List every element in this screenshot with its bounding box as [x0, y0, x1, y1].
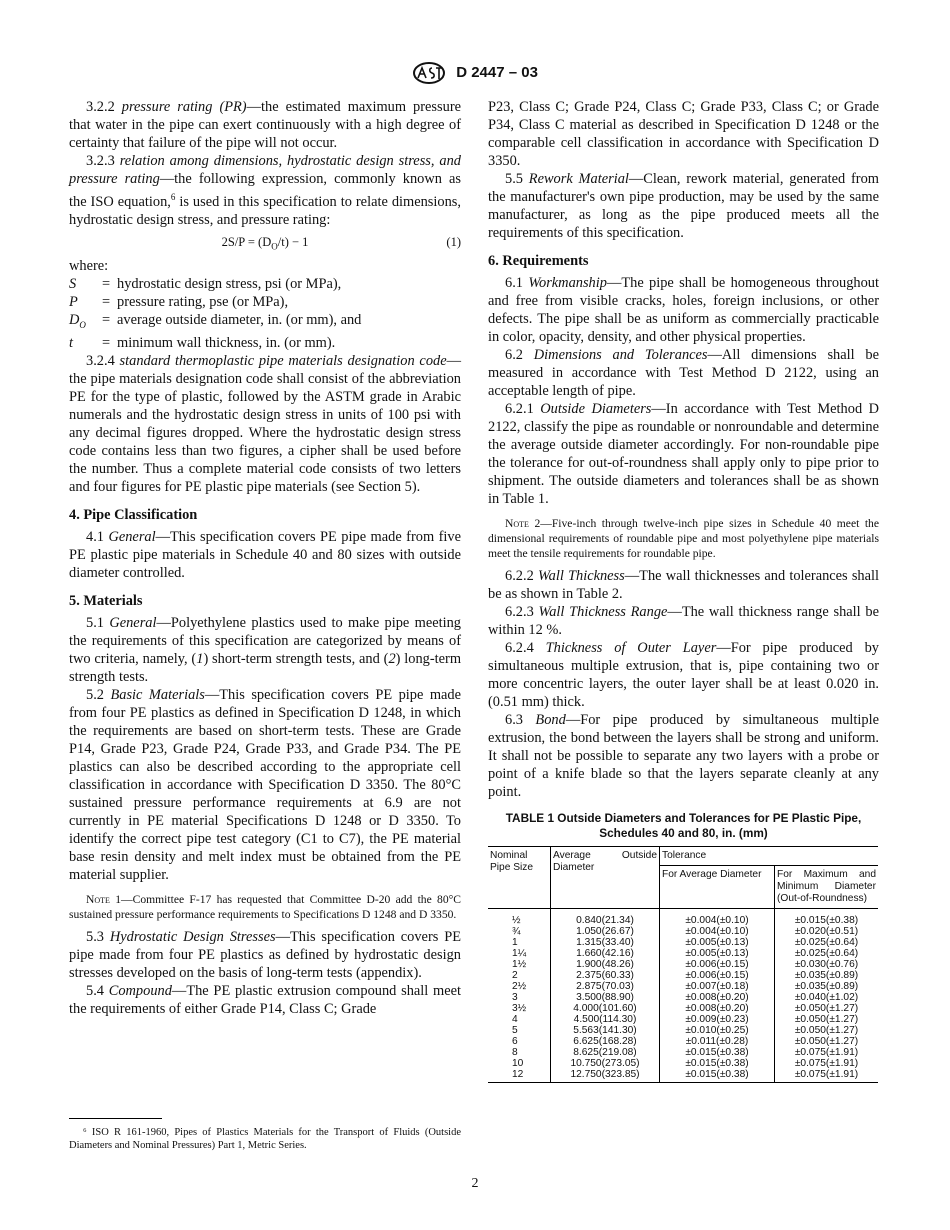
cell-average-od: 5.563(141.30) — [551, 1025, 660, 1036]
header-for-average-diameter: For Average Diameter — [660, 866, 775, 909]
table-row — [488, 1014, 878, 1025]
iso-equation: $2S/P = (D_O/t) - 1$ (1) — [221, 234, 461, 252]
cell-tol-out-of-roundness: ±0.035(±0.89) — [775, 970, 879, 981]
cell-nominal-size: 1½ — [512, 959, 527, 970]
paragraph-5-5: 5.5 Rework Material—Clean, rework material, generated from the manufacturer's own pipe production, may be used by the same manufacturer, as long as the pipe produced meets all the requirements of this specification. — [488, 171, 879, 241]
cell-tol-average: ±0.004(±0.10) — [660, 915, 775, 926]
cell-nominal-size: 3½ — [512, 1003, 527, 1014]
cell-tol-out-of-roundness: ±0.050(±1.27) — [775, 1036, 879, 1047]
cell-average-od: 3.500(88.90) — [551, 992, 660, 1003]
table-row — [488, 970, 878, 981]
paragraph-3-2-3: 3.2.3 relation among dimensions, hydrostatic design stress, and pressure rating—the following expression, commonly known as the ISO equation,$^6$ is used in this specification to relate dimensions, hydrostatic design stress, and pressure rating: — [69, 153, 462, 228]
cell-tol-out-of-roundness: ±0.035(±0.89) — [775, 981, 879, 992]
footnote-rule — [69, 1118, 162, 1119]
symbol-definitions — [69, 275, 461, 352]
cell-average-od: 1.315(33.40) — [551, 937, 660, 948]
table-row — [488, 1058, 878, 1069]
note-2: Note 2—Five-inch through twelve-inch pipe sizes in Schedule 40 meet the dimensional requirements of roundable pipe and most polyethylene pipe materials meet the tensile requirements for roundable pipe. — [488, 517, 879, 560]
cell-average-od: 6.625(168.28) — [551, 1036, 660, 1047]
cell-average-od: 0.840(21.34) — [551, 915, 660, 926]
header-for-max-min-diameter: For Maximum and Minimum Diameter (Out-of-Roundness) — [775, 866, 879, 909]
cell-tol-out-of-roundness: ±0.015(±0.38) — [775, 915, 879, 926]
paragraph-6-3: 6.3 Bond—For pipe produced by simultaneous multiple extrusion, the bond between the layers shall be strong and uniform. It shall not be possible to separate any two layers with a probe or point of a knife blade so that the layers separate cleanly at any point. — [488, 712, 879, 800]
cell-tol-average: ±0.011(±0.28) — [660, 1036, 775, 1047]
table-row — [488, 1025, 878, 1036]
table-row — [488, 926, 878, 937]
cell-tol-average: ±0.006(±0.15) — [660, 959, 775, 970]
header-nominal-size: Nominal Pipe Size — [488, 847, 551, 909]
cell-tol-out-of-roundness: ±0.075(±1.91) — [775, 1069, 879, 1083]
cell-tol-out-of-roundness: ±0.050(±1.27) — [775, 1025, 879, 1036]
cell-tol-average: ±0.004(±0.10) — [660, 926, 775, 937]
cell-average-od: 2.375(60.33) — [551, 970, 660, 981]
table-row — [488, 937, 878, 948]
cell-nominal-size: 1 — [512, 937, 518, 948]
table-row — [488, 1003, 878, 1014]
cell-tol-out-of-roundness: ±0.030(±0.76) — [775, 959, 879, 970]
cell-tol-out-of-roundness: ±0.025(±0.64) — [775, 937, 879, 948]
cell-tol-average: ±0.010(±0.25) — [660, 1025, 775, 1036]
table-row — [488, 1036, 878, 1047]
cell-nominal-size: 2½ — [512, 981, 527, 992]
note-1: Note 1—Committee F-17 has requested that Committee D-20 add the 80°C sustained pressure performance requirements to Specifications D 1248 and D 3350. — [69, 892, 461, 921]
table-row — [488, 959, 878, 970]
cell-tol-out-of-roundness: ±0.050(±1.27) — [775, 1003, 879, 1014]
cell-nominal-size: 2 — [512, 970, 518, 981]
right-column — [488, 98, 879, 1083]
cell-tol-out-of-roundness: ±0.050(±1.27) — [775, 1014, 879, 1025]
cell-tol-out-of-roundness: ±0.075(±1.91) — [775, 1058, 879, 1069]
footnote-6: ⁶ ISO R 161-1960, Pipes of Plastics Materials for the Transport of Fluids (Outside Diameters and Nominal Pressures) Part 1, Metric Series. — [69, 1118, 461, 1152]
table-row — [488, 948, 878, 959]
cell-nominal-size: 6 — [512, 1036, 518, 1047]
cell-tol-average: ±0.015(±0.38) — [660, 1058, 775, 1069]
table-1 — [488, 846, 878, 1083]
paragraph-5-1: 5.1 General—Polyethylene plastics used to make pipe meeting the requirements of this specification are categorized by means of two criteria, namely, (1) short-term strength tests, and (2) long-term strength tests. — [69, 614, 462, 685]
document-designation: D 2447 – 03 — [456, 63, 538, 81]
astm-logo-icon — [412, 62, 446, 84]
cell-nominal-size: 8 — [512, 1047, 518, 1058]
paragraph-6-2-2: 6.2.2 Wall Thickness—The wall thicknesses and tolerances shall be as shown in Table 2. — [488, 568, 880, 602]
cell-average-od: 10.750(273.05) — [551, 1058, 660, 1069]
cell-tol-average: ±0.005(±0.13) — [660, 948, 775, 959]
cell-tol-average: ±0.005(±0.13) — [660, 937, 775, 948]
table-row — [488, 915, 878, 926]
paragraph-6-2-1: 6.2.1 Outside Diameters—In accordance with Test Method D 2122, classify the pipe as roundable or nonroundable and determine the average outside diameter accordingly. For non-roundable pipe the tolerance for out-of-roundness shall apply only to pipe prior to shipment. The outside diameters and tolerances shall be as shown in Table 1. — [488, 401, 879, 507]
footnote-ref: 6 — [170, 192, 176, 202]
table-1-caption: TABLE 1 Outside Diameters and Tolerances for PE Plastic Pipe, Schedules 40 and 80, in. (mm) — [505, 811, 862, 840]
paragraph-6-1: 6.1 Workmanship—The pipe shall be homogeneous throughout and free from visible cracks, holes, foreign inclusions, or other defects. The pipe shall be as uniform as commercially practicable in color, opacity, density, and other physical properties. — [488, 275, 879, 345]
cell-tol-average: ±0.015(±0.38) — [660, 1047, 775, 1058]
page-header — [0, 62, 950, 84]
paragraph-5-2: 5.2 Basic Materials—This specification covers PE pipe made from four PE plastics as defined in Specification D 1248, in which the requirements are based on short-term tests. These are Grade P14, Grade P23, Grade P24, Grade P33, and Grade P34. The PE plastics can also be described according to the appropriate cell classification in accordance with Specification D 3350. The 80°C sustained pressure performance requirements at 6.9 are not currently in PE material Specifications D 1248 or D 3350. To identify the correct pipe test category (C1 to C7), the PE material base resin density and melt index must be obtained from the PE material supplier. — [69, 686, 462, 883]
paragraph-3-2-4: 3.2.4 standard thermoplastic pipe materials designation code—the pipe materials designation code shall consist of the abbreviation PE for the type of plastic, followed by the ASTM grade in Arabic numerals and the hydrostatic design stress in units of 100 psi with any decimal figures dropped. Where the hydrostatic design stress code contains less than two figures, a cipher shall be used before the number. Thus a complete material code consists of two letters and four figures for PE plastic pipe materials (see Section 5). — [69, 352, 461, 495]
paragraph-6-2-4: 6.2.4 Thickness of Outer Layer—For pipe produced by simultaneous multiple extrusion, that is, pipe containing two or more concentric layers, the outer layer shall be at least 0.020 in. (0.51 mm) thick. — [488, 640, 879, 710]
left-column — [69, 98, 461, 1018]
paragraph-5-4: 5.4 Compound—The PE plastic extrusion compound shall meet the requirements of either Grade P14, Class C; Grade — [69, 982, 461, 1017]
section-6-heading: 6. Requirements — [488, 253, 589, 269]
cell-average-od: 12.750(323.85) — [551, 1069, 660, 1083]
cell-nominal-size: ½ — [512, 915, 521, 926]
definition-row: S = hydrostatic design stress, psi (or MPa), — [69, 275, 342, 292]
definition-row: P = pressure rating, pse (or MPa), — [69, 293, 289, 310]
cell-nominal-size: 10 — [512, 1058, 524, 1069]
definition-row: t = minimum wall thickness, in. (or mm). — [69, 334, 336, 351]
equation-number: (1) — [446, 234, 461, 249]
cell-average-od: 1.900(48.26) — [551, 959, 660, 970]
paragraph-4-1: 4.1 General—This specification covers PE pipe made from five PE plastic pipe materials in Schedule 40 and 80 sizes with outside diameter controlled. — [69, 528, 461, 581]
cell-nominal-size: 4 — [512, 1014, 518, 1025]
section-4-heading: 4. Pipe Classification — [69, 506, 198, 523]
page-number: 2 — [471, 1176, 479, 1191]
cell-tol-out-of-roundness: ±0.025(±0.64) — [775, 948, 879, 959]
cell-nominal-size: 12 — [488, 1069, 551, 1083]
section-5-heading: 5. Materials — [69, 592, 143, 609]
cell-tol-out-of-roundness: ±0.040(±1.02) — [775, 992, 879, 1003]
cell-average-od: 4.500(114.30) — [551, 1014, 660, 1025]
paragraph-6-2: 6.2 Dimensions and Tolerances—All dimensions shall be measured in accordance with Test Method D 2122, using an acceptable length of pipe. — [488, 347, 879, 399]
cell-nominal-size: 3 — [512, 992, 518, 1003]
paragraph-3-2-2: 3.2.2 pressure rating (PR)—the estimated maximum pressure that water in the pipe can exert continuously with a high degree of certainty that failure of the pipe will not occur. — [69, 99, 461, 151]
cell-tol-average: ±0.008(±0.20) — [660, 1003, 775, 1014]
paragraph-6-2-3: 6.2.3 Wall Thickness Range—The wall thickness range shall be within 12 %. — [488, 604, 879, 638]
paragraph-5-4-continued: P23, Class C; Grade P24, Class C; Grade P33, Class C; or Grade P34, Class C material as described in Specification D 1248 or the comparable cell classification in accordance with Specification D 3350. — [488, 99, 879, 169]
cell-tol-average: ±0.008(±0.20) — [660, 992, 775, 1003]
cell-nominal-size: 5 — [512, 1025, 518, 1036]
cell-tol-average: ±0.009(±0.23) — [660, 1014, 775, 1025]
cell-tol-average: ±0.015(±0.38) — [660, 1069, 775, 1083]
table-row — [488, 1069, 878, 1083]
header-average-od: Average Outside Diameter — [551, 847, 660, 909]
table-row — [488, 1047, 878, 1058]
cell-average-od: 8.625(219.08) — [551, 1047, 660, 1058]
cell-tol-out-of-roundness: ±0.020(±0.51) — [775, 926, 879, 937]
where-label: where: — [69, 257, 109, 274]
cell-tol-average: ±0.007(±0.18) — [660, 981, 775, 992]
cell-average-od: 2.875(70.03) — [551, 981, 660, 992]
paragraph-5-3: 5.3 Hydrostatic Design Stresses—This specification covers PE pipe made from four PE plastics as defined by hydrostatic design stresses developed on the basis of long-term tests (appendix). — [69, 928, 461, 981]
cell-tol-average: ±0.006(±0.15) — [660, 970, 775, 981]
cell-average-od: 4.000(101.60) — [551, 1003, 660, 1014]
header-tolerance: Tolerance — [660, 847, 879, 866]
cell-nominal-size: ¾ — [512, 926, 521, 937]
definition-row: $D_O$ = average outside diameter, in. (or mm), and — [69, 311, 362, 330]
cell-tol-out-of-roundness: ±0.075(±1.91) — [775, 1047, 879, 1058]
cell-average-od: 1.660(42.16) — [551, 948, 660, 959]
table-row — [488, 981, 878, 992]
table-row — [488, 992, 878, 1003]
cell-nominal-size: 1¼ — [512, 948, 527, 959]
cell-average-od: 1.050(26.67) — [551, 926, 660, 937]
